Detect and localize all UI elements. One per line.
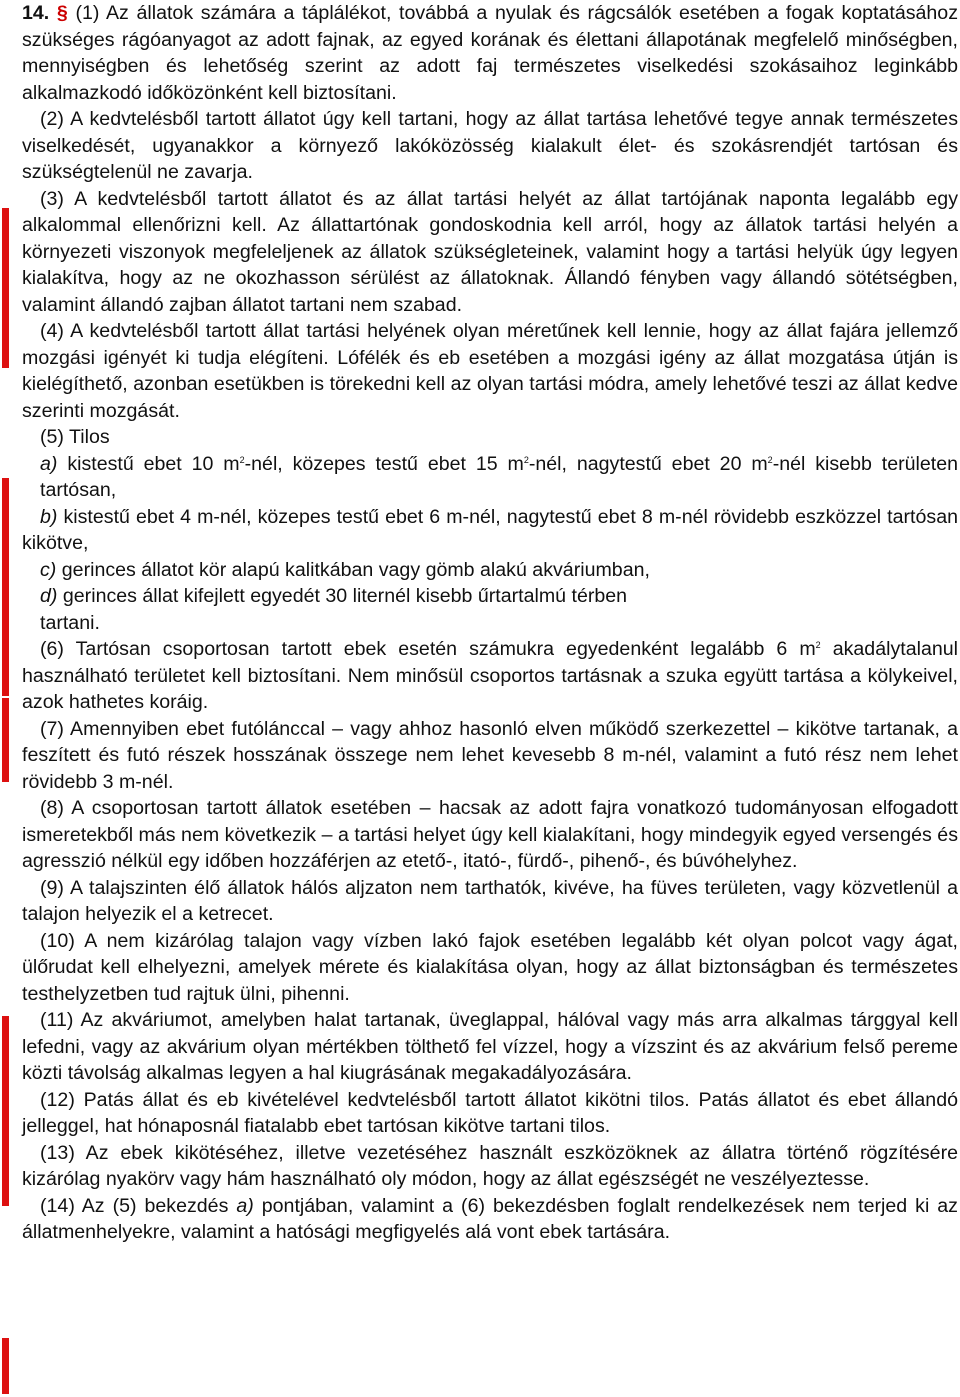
revision-bar <box>2 1338 9 1394</box>
revision-bar <box>2 208 9 368</box>
point-a-text: -nél, nagytestű ebet 20 m <box>528 452 768 475</box>
section-number: 14. <box>22 2 50 24</box>
paragraph-1-text: (1) Az állatok számára a táplálékot, továbbá a nyulak és rágcsálók esetében a fogak koptatásához szükséges rágóanyagot az adott fajnak, az egyed korának és élettani állapotának megfelelő minőségben, mennyiségben és lehetőség szerint az adott faj természetes viselkedési szokásaihoz leginkább alkalmazkodó időközönként kell biztosítani. <box>22 2 958 104</box>
section-paragraph-1 <box>22 0 958 106</box>
point-a-text: kistestű ebet 10 m <box>67 452 240 475</box>
point-a-text: -nél kisebb területen tartósan, <box>40 452 958 501</box>
section-paragraph-9: (9) A talajszinten élő állatok hálós aljzaton nem tarthatók, kivéve, ha füves területen, vagy közvetlenül a talajon helyezik el a ketrecet. <box>22 876 958 925</box>
superscript: 2 <box>239 454 245 465</box>
section-paragraph-10: (10) A nem kizárólag talajon vagy vízben lakó fajok esetében legalább két olyan polcot vagy ágat, ülőrudat kell elhelyezni, amelyek mérete és kialakítása olyan, hogy az állat biztonságban és természetes testhelyzetben tud rajtuk ülni, pihenni. <box>22 929 958 1005</box>
section-paragraph-11: (11) Az akváriumot, amelyben halat tartanak, üveglappal, hálóval vagy más arra alkalmas tárggyal kell lefedni, vagy az akvárium olyan mértékben tölthető fel vízzel, hogy a vízszint és az akvárium felső pereme közti távolság alkalmas legyen a hal kiugrásának megakadályozására. <box>22 1009 958 1084</box>
revision-bar <box>2 698 9 782</box>
point-a-text: -nél, közepes testű ebet 15 m <box>244 452 524 475</box>
section-paragraph-3: (3) A kedvtelésből tartott állatot és az állat tartási helyét az állat tartójának naponta legalább egy alkalommal ellenőrizni kell. Az állattartónak gondoskodnia kell arról, hogy az állatok tartási helyén a környezeti viszonyok megfeleljenek az állatok szükségleteinek, valamint hogy a tartási helyük úgy legyen kialakítva, hogy az ne okozhasson sérülést az állatoknak. Állandó fényben vagy állandó sötétségben, valamint állandó zajban állatot tartani nem szabad. <box>22 187 958 316</box>
paragraph-6-text: (6) Tartósan csoportosan tartott ebek esetén számukra egyedenként legalább 6 m <box>40 638 816 660</box>
point-label: c) <box>40 558 57 581</box>
paragraph-5-point-d <box>22 583 958 610</box>
paragraph-5-point-b <box>22 504 958 557</box>
section-paragraph-2: (2) A kedvtelésből tartott állatot úgy kell tartani, hogy az állat tartása lehetővé tegye annak természetes viselkedését, ugyanakkor a környező lakóközösség kialakult élet- és szokásrendjét tartósan és szükségtelenül ne zavarja. <box>22 108 958 183</box>
document-body <box>22 0 958 1246</box>
superscript: 2 <box>767 454 773 465</box>
point-label: b) <box>40 505 58 528</box>
paragraph-14-text: pontjában, valamint a (6) bekezdésben foglalt rendelkezések nem terjed ki az állatmenhelyekre, valamint a hatósági megfigyelés alá vont ebek tartására. <box>22 1194 958 1243</box>
section-paragraph-5-intro: (5) Tilos <box>40 426 110 448</box>
section-paragraph-8: (8) A csoportosan tartott állatok esetében – hacsak az adott fajra vonatkozó tudományosan elfogadott ismeretekből más nem következik – a tartási helyet úgy kell kialakítani, hogy mindegyik egyed versengés és agresszió nélkül egy időben hozzáférjen az etető-, itató-, fürdő-, pihenő-, és búvóhelyhez. <box>22 797 958 872</box>
paragraph-5-point-c <box>22 557 958 584</box>
section-paragraph-7: (7) Amennyiben ebet futólánccal – vagy ahhoz hasonló elven működő szerkezettel – kikötve tartanak, a feszített és futó részek hosszának összege nem lehet kevesebb 8 m-nél, valamint a futó rész nem lehet rövidebb 3 m-nél. <box>22 717 958 793</box>
superscript: 2 <box>523 454 529 465</box>
section-paragraph-4: (4) A kedvtelésből tartott állat tartási helyének olyan méretűnek kell lennie, hogy az állat fajára jellemző mozgási igényét ki tudja elégíteni. Lófélék és eb esetében a mozgási igény az állat mozgatása útján is kielégíthető, azonban esetükben is törekedni kell az olyan tartási módra, amely lehetővé teszi az állat kedve szerinti mozgását. <box>22 320 958 422</box>
revision-bar <box>2 478 9 696</box>
point-d-text: gerinces állat kifejlett egyedét 30 liternél kisebb űrtartalmú térben <box>62 585 628 607</box>
section-paragraph-12: (12) Patás állat és eb kivételével kedvtelésből tartott állatot kikötni tilos. Patás állatot és ebet állandó jelleggel, hat hónaposnál fiatalabb ebet tartósan kikötve tartani tilos. <box>22 1088 958 1137</box>
section-paragraph-13: (13) Az ebek kikötéséhez, illetve vezetéséhez használt eszközöknek az állatra történő rögzítésére kizárólag nyakörv vagy hám használható oly módon, hogy az állat egészségét ne veszélyeztesse. <box>22 1141 958 1190</box>
paragraph-5-closing: tartani. <box>40 611 100 634</box>
paragraph-sign: § <box>56 2 68 24</box>
point-b-text: kistestű ebet 4 m-nél, közepes testű ebet 6 m-nél, nagytestű ebet 8 m-nél rövidebb eszközzel tartósan kikötve, <box>22 505 958 554</box>
paragraph-14-text: (14) Az (5) bekezdés <box>40 1194 237 1217</box>
point-c-text: gerinces állatot kör alapú kalitkában vagy gömb alakú akváriumban, <box>61 558 650 581</box>
superscript: 2 <box>815 640 821 650</box>
paragraph-6-text: akadálytalanul használható területet kell biztosítani. Nem minősül csoportos tartásnak a szuka együtt tartása a kölykeivel, azok hathetes koráig. <box>22 638 958 713</box>
section-paragraph-6 <box>22 636 958 716</box>
revision-bar <box>2 1016 9 1206</box>
point-reference: a) <box>236 1194 254 1217</box>
paragraph-5-point-a <box>22 451 958 504</box>
point-label: d) <box>40 585 58 607</box>
section-paragraph-14 <box>22 1193 958 1246</box>
point-label: a) <box>40 452 58 475</box>
